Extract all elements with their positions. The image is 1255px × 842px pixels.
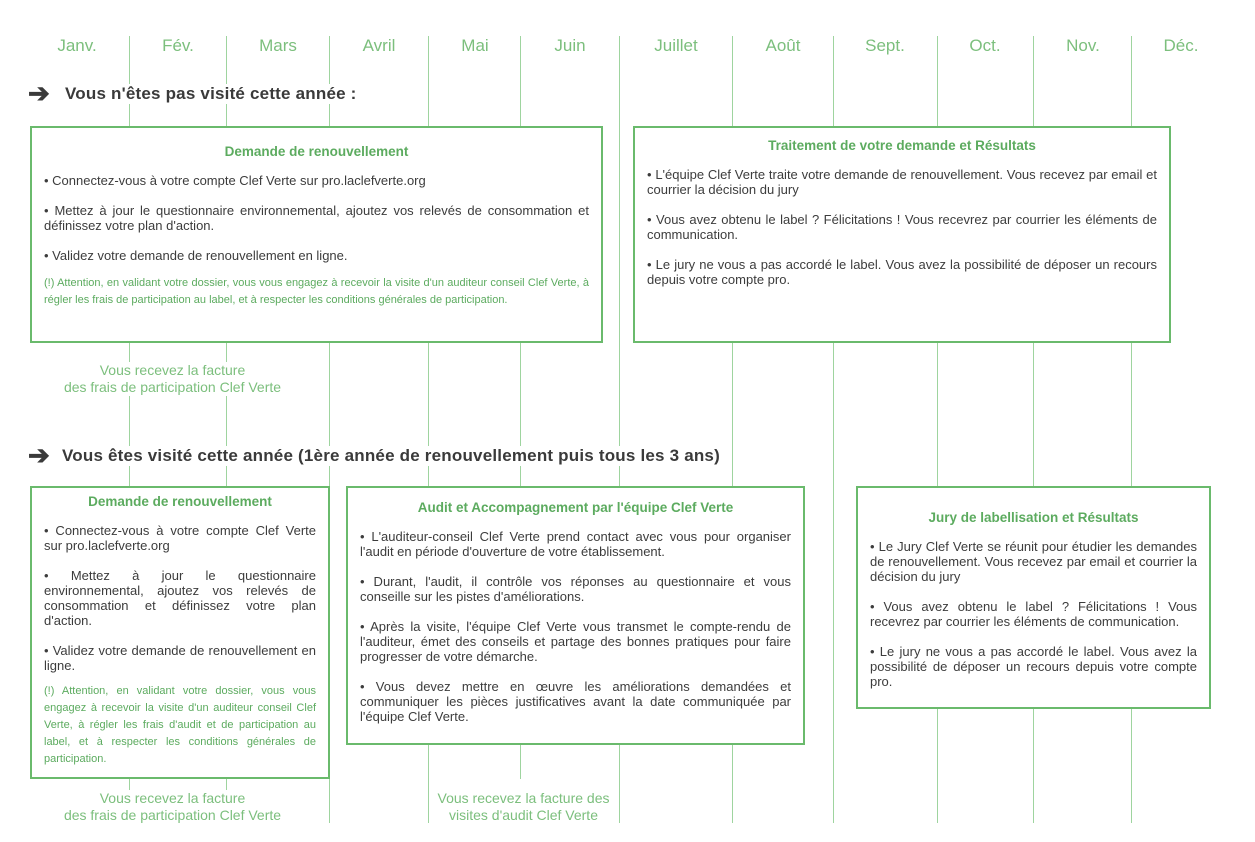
box-item: • L'équipe Clef Verte traite votre demande de renouvellement. Vous recevez par email et courrier la décision du jury: [647, 167, 1157, 197]
section-title: Vous êtes visité cette année (1ère année de renouvellement puis tous les 3 ans): [62, 446, 726, 466]
box-item: • Vous avez obtenu le label ? Félicitations ! Vous recevrez par courrier les éléments de communication.: [870, 599, 1197, 629]
note-line: Vous recevez la facture: [99, 362, 246, 378]
invoice-note: [60, 790, 285, 824]
note-line: Vous recevez la facture: [99, 790, 246, 806]
renewal-request-box: [30, 126, 603, 343]
month-label: Avril: [362, 36, 396, 55]
box-item: • Mettez à jour le questionnaire environnemental, ajoutez vos relevés de consommation et définissez votre plan d'action.: [44, 568, 316, 628]
month-label: Nov.: [1066, 36, 1100, 55]
month-label: Mars: [259, 36, 297, 55]
renewal-request-box: [30, 486, 330, 779]
month-label: Mai: [461, 36, 489, 55]
box-item: • Validez votre demande de renouvellement en ligne.: [44, 248, 348, 263]
box-item: • Vous avez obtenu le label ? Félicitations ! Vous recevrez par courrier les éléments de communication.: [647, 212, 1157, 242]
month-label: Janv.: [57, 36, 97, 55]
box-item: • Validez votre demande de renouvellement en ligne.: [44, 643, 316, 673]
box-item: • Mettez à jour le questionnaire environnemental, ajoutez vos relevés de consommation et définissez votre plan d'action.: [44, 203, 589, 233]
box-title: Jury de labellisation et Résultats: [928, 510, 1139, 525]
audit-invoice-note: [431, 790, 616, 824]
box-title: Demande de renouvellement: [88, 494, 272, 509]
arrow-right-icon: ➔: [28, 78, 50, 108]
month-label: Juin: [554, 36, 586, 55]
month-label: Juillet: [654, 36, 698, 55]
audit-support-box: [346, 486, 805, 745]
box-item: • L'auditeur-conseil Clef Verte prend contact avec vous pour organiser l'audit en période d'ouverture de votre établissement.: [360, 529, 791, 559]
note-line: Vous recevez la facture des: [437, 790, 610, 806]
box-item: • Le jury ne vous a pas accordé le label. Vous avez la possibilité de déposer un recours depuis votre compte pro.: [870, 644, 1197, 689]
month-label: Oct.: [969, 36, 1001, 55]
section-title: Vous n'êtes pas visité cette année :: [65, 84, 363, 104]
warning-note: (!) Attention, en validant votre dossier, vous vous engagez à recevoir la visite d'un auditeur conseil Clef Verte, à régler les frais de participation au label, et à respecter les conditions générales de participation.: [44, 277, 589, 306]
processing-results-box: [633, 126, 1171, 343]
box-title: Audit et Accompagnement par l'équipe Clef Verte: [417, 500, 734, 515]
invoice-note: [60, 362, 285, 396]
month-label: Sept.: [865, 36, 905, 55]
box-item: • Vous devez mettre en œuvre les améliorations demandées et communiquer les pièces justificatives avant la date communiquée par l'équipe Clef Verte.: [360, 679, 791, 724]
arrow-right-icon: ➔: [28, 440, 50, 470]
box-item: • Connectez-vous à votre compte Clef Verte sur pro.laclefverte.org: [44, 523, 316, 553]
month-label: Fév.: [162, 36, 194, 55]
box-item: • Connectez-vous à votre compte Clef Verte sur pro.laclefverte.org: [44, 173, 426, 188]
month-label: Déc.: [1163, 36, 1199, 55]
box-item: • Le jury ne vous a pas accordé le label. Vous avez la possibilité de déposer un recours depuis votre compte pro.: [647, 257, 1157, 287]
note-line: des frais de participation Clef Verte: [63, 807, 282, 823]
month-label: Août: [765, 36, 801, 55]
jury-results-box: [856, 486, 1211, 709]
box-title: Demande de renouvellement: [224, 144, 409, 159]
box-title: Traitement de votre demande et Résultats: [768, 138, 1036, 153]
box-item: • Après la visite, l'équipe Clef Verte vous transmet le compte-rendu de l'auditeur, émet des conseils et partage des bonnes pratiques pour faire progresser de votre démarche.: [360, 619, 791, 664]
box-item: • Durant, l'audit, il contrôle vos réponses au questionnaire et vous conseille sur les pistes d'améliorations.: [360, 574, 791, 604]
warning-note: (!) Attention, en validant votre dossier, vous vous engagez à recevoir la visite d'un auditeur conseil Clef Verte, à régler les frais d'audit et de participation au label, et à respecter les conditions générales de participation.: [44, 685, 316, 765]
note-line: visites d'audit Clef Verte: [449, 807, 598, 823]
note-line: des frais de participation Clef Verte: [63, 379, 282, 395]
box-item: • Le Jury Clef Verte se réunit pour étudier les demandes de renouvellement. Vous recevez par email et courrier la décision du jury: [870, 539, 1197, 584]
